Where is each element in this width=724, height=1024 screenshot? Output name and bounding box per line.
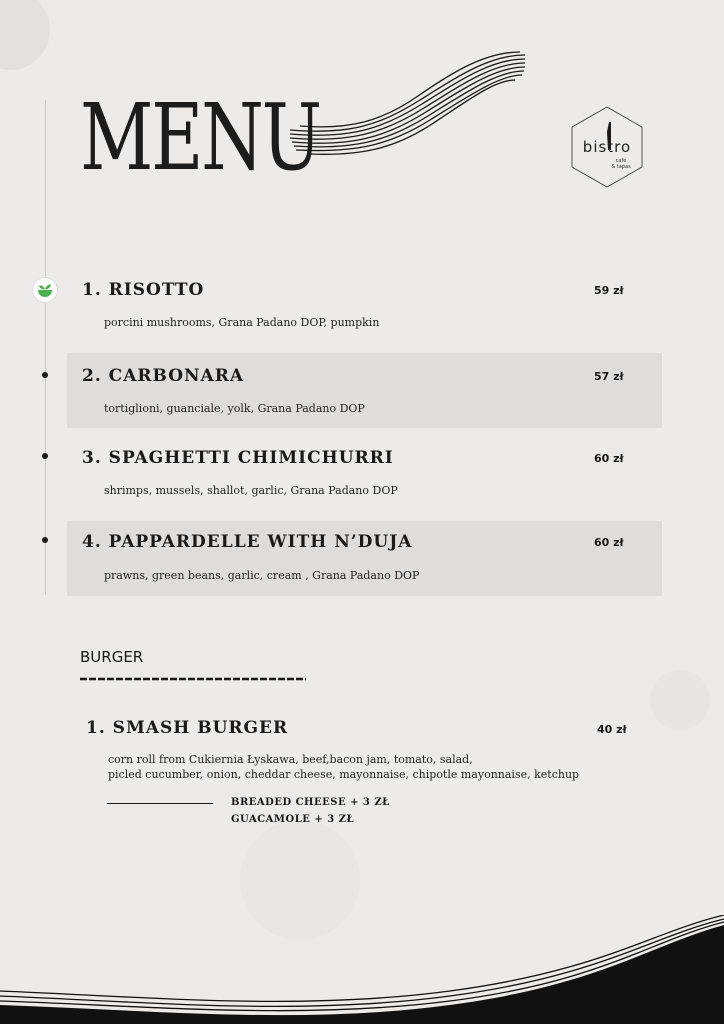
bistro-logo (571, 106, 643, 188)
item-name: 2. CARBONARA (82, 366, 245, 386)
item-name: 4. PAPPARDELLE WITH N’DUJA (82, 532, 413, 552)
bullet-dot (42, 372, 48, 378)
brush-stroke-decoration (290, 50, 530, 160)
highlight-row (67, 353, 662, 428)
item-name: 3. SPAGHETTI CHIMICHURRI (82, 448, 394, 468)
addon-option: GUACAMOLE + 3 ZŁ (231, 814, 355, 825)
section-divider (80, 676, 306, 682)
item-price: 40 zł (597, 723, 627, 736)
addon-divider (107, 803, 213, 804)
item-description: porcini mushrooms, Grana Padano DOP, pumpkin (104, 316, 380, 329)
item-name: 1. RISOTTO (82, 280, 205, 300)
logo-subtitle: & tapas (611, 164, 631, 170)
logo-wordmark: bistro (582, 138, 632, 156)
vegetarian-icon (33, 278, 57, 302)
item-description: picled cucumber, onion, cheddar cheese, mayonnaise, chipotle mayonnaise, ketchup (108, 768, 580, 781)
section-title: BURGER (80, 648, 144, 666)
item-description: prawns, green beans, garlic, cream , Grana Padano DOP (104, 569, 420, 582)
logo-subtitle: cafe (615, 158, 627, 164)
item-price: 60 zł (594, 536, 624, 549)
bullet-dot (42, 537, 48, 543)
item-price: 57 zł (594, 370, 624, 383)
item-description: corn roll from Cukiernia Łyskawa, beef,bacon jam, tomato, salad, (108, 753, 473, 766)
item-name: 1. SMASH BURGER (86, 718, 289, 738)
bullet-dot (42, 453, 48, 459)
item-description: tortiglioni, guanciale, yolk, Grana Padano DOP (104, 402, 365, 415)
timeline-line (45, 100, 46, 595)
page-title: MENU (80, 84, 320, 191)
brush-stroke-decoration (0, 915, 724, 1024)
item-description: shrimps, mussels, shallot, garlic, Grana Padano DOP (104, 484, 398, 497)
item-price: 60 zł (594, 452, 624, 465)
addon-option: BREADED CHEESE + 3 ZŁ (231, 797, 390, 808)
item-price: 59 zł (594, 284, 624, 297)
